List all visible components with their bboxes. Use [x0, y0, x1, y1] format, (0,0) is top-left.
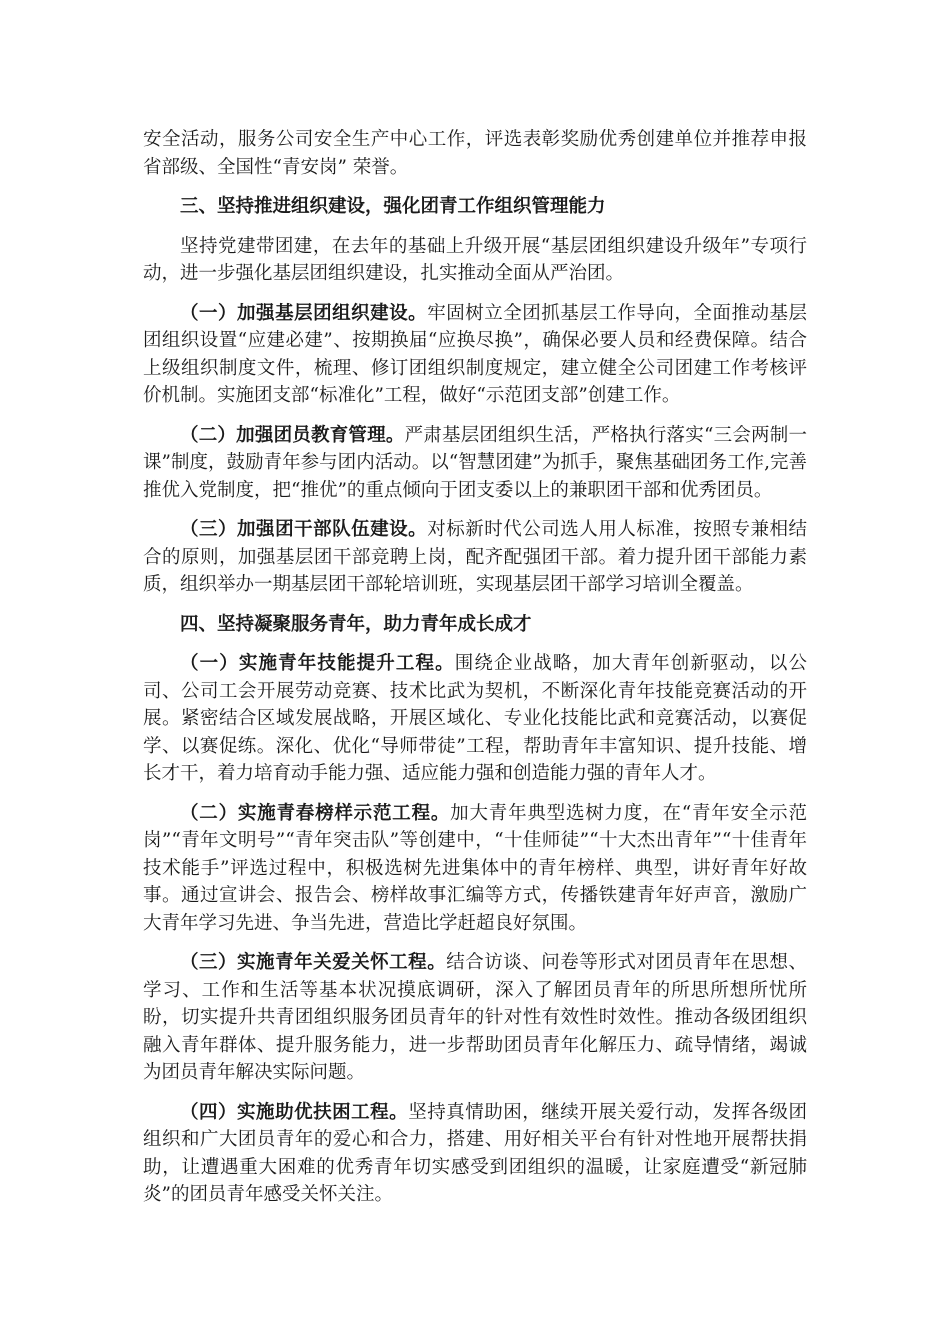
- paragraph-lead: （三）加强团干部队伍建设。: [180, 519, 428, 540]
- paragraph-item: [143, 516, 807, 599]
- paragraph-text: 结合访谈、问卷等形式对团员青年在思想、学习、工作和生活等基本状况摸底调研，深入了解团员青年的所思所想所忧所盼，切实提升共青团组织服务团员青年的针对性有效性时效性。推动各级团组织融入青年群体、提升服务能力，进一步帮助团员青年化解压力、疏导情绪，竭诚为团员青年解决实际问题。: [143, 952, 807, 1083]
- paragraph-text: 严肃基层团组织生活，严格执行落实“三会两制一课”制度，鼓励青年参与团内活动。以“智慧团建”为抓手，聚焦基础团务工作,完善推优入党制度，把“推优”的重点倾向于团支委以上的兼职团干部和优秀团员。: [143, 424, 807, 501]
- paragraph-lead: （二）加强团员教育管理。: [180, 424, 405, 446]
- paragraph-lead: （四）实施助优扶困工程。: [180, 1101, 409, 1123]
- paragraph-text: 牢固树立全团抓基层工作导向，全面推动基层团组织设置“应建必建”、按期换届“应换尽换”，确保必要人员和经费保障。结合上级组织制度文件，梳理、修订团组织制度规定，建立健全公司团建工作考核评价机制。实施团支部“标准化”工程，做好“示范团支部”创建工作。: [143, 302, 807, 406]
- section-heading-4: 四、坚持凝聚服务青年，助力青年成长成才: [180, 613, 532, 635]
- paragraph-item: [143, 650, 807, 788]
- paragraph-continuation: [143, 126, 807, 181]
- paragraph-text: 对标新时代公司选人用人标准，按照专兼相结合的原则，加强基层团干部竞聘上岗，配齐配强团干部。着力提升团干部能力素质，组织举办一期基层团干部轮培训班，实现基层团干部学习培训全覆盖。: [143, 519, 807, 595]
- paragraph-text: 加大青年典型选树力度，在“青年安全示范岗”“青年文明号”“青年突击队”等创建中，“十佳师徒”“十大杰出青年”“十佳青年技术能手”评选过程中，积极选树先进集体中的青年榜样、典型，讲好青年好故事。通过宣讲会、报告会、榜样故事汇编等方式，传播铁建青年好声音，激励广大青年学习先进、争当先进，营造比学赶超良好氛围。: [143, 802, 807, 934]
- paragraph-lead: （一）加强基层团组织建设。: [180, 302, 428, 324]
- paragraph-item: [143, 949, 807, 1087]
- paragraph-text: 坚持真情助困，继续开展关爱行动，发挥各级团组织和广大团员青年的爱心和合力，搭建、用好相关平台有针对性地开展帮扶捐助，让遭遇重大困难的优秀青年切实感受到团组织的温暖，让家庭遭受“新冠肺炎”的团员青年感受关怀关注。: [143, 1101, 807, 1205]
- section-heading-3: 三、坚持推进组织建设，强化团青工作组织管理能力: [180, 196, 606, 217]
- paragraph-item: [143, 800, 807, 938]
- paragraph-item: [143, 1099, 807, 1209]
- paragraph-item: [143, 422, 807, 505]
- paragraph-text: 围绕企业战略，加大青年创新驱动，以公司、公司工会开展劳动竞赛、技术比武为契机，不断深化青年技能竞赛活动的开展。紧密结合区域发展战略，开展区域化、专业化技能比武和竞赛活动，以赛促学、以赛促练。深化、优化“导师带徒”工程，帮助青年丰富知识、提升技能、增长才干，着力培育动手能力强、适应能力强和创造能力强的青年人才。: [143, 653, 807, 784]
- paragraph-intro: [143, 233, 807, 288]
- document-body: [143, 126, 807, 1209]
- paragraph-lead: （二）实施青春榜样示范工程。: [180, 802, 451, 824]
- paragraph-text: 坚持党建带团建，在去年的基础上升级开展“基层团组织建设升级年”专项行动，进一步强化基层团组织建设，扎实推动全面从严治团。: [143, 235, 807, 284]
- paragraph-item: [143, 300, 807, 410]
- paragraph-lead: （三）实施青年关爱关怀工程。: [180, 952, 447, 973]
- paragraph-lead: （一）实施青年技能提升工程。: [180, 653, 455, 674]
- paragraph-text: 安全活动，服务公司安全生产中心工作，评选表彰奖励优秀创建单位并推荐申报省部级、全国性“青安岗” 荣誉。: [143, 129, 807, 178]
